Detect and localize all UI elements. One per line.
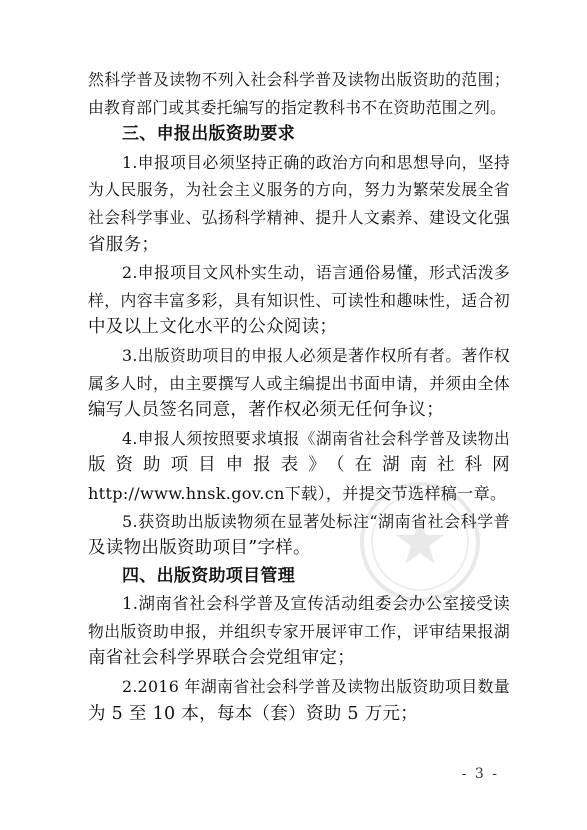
- text-line: 物出版资助申报，并组织专家开展评审工作，评审结果报湖: [88, 621, 510, 641]
- text-line: 由教育部门或其委托编写的指定教科书不在资助范围之列。: [88, 97, 507, 117]
- text-line: 省服务；: [88, 234, 160, 255]
- section-heading: 三、申报出版资助要求: [122, 124, 295, 145]
- text-line: 为人民服务，为社会主义服务的方向，努力为繁荣发展全省: [88, 180, 510, 200]
- text-line: 编写人员签名同意，著作权必须无任何争议；: [88, 400, 444, 421]
- text-line: 5.获资助出版读物须在显著处标注“湖南省社会科学普: [122, 511, 510, 531]
- text-line: 然科学普及读物不列入社会科学普及读物出版资助的范围；: [88, 70, 510, 89]
- text-line: 中及以上文化水平的公众阅读；: [88, 317, 338, 338]
- text-line: 社会科学事业、弘扬科学精神、提升人文素养、建设文化强: [88, 207, 510, 227]
- text-line: 2.2016 年湖南省社会科学普及读物出版资助项目数量: [122, 677, 510, 697]
- text-line: 2.申报项目文风朴实生动，语言通俗易懂，形式活泼多: [122, 263, 510, 283]
- text-line: 版资助项目申报表》（在湖南社科网: [88, 455, 510, 476]
- text-line: 南省社会科学界联合会党组审定；: [88, 648, 355, 669]
- text-line: 1.湖南省社会科学普及宣传活动组委会办公室接受读: [122, 594, 510, 614]
- text-line: 4.申报人须按照要求填报《湖南省社会科学普及读物出: [122, 428, 510, 448]
- text-line: 为 5 至 10 本，每本（套）资助 5 万元；: [88, 703, 419, 724]
- text-line: 属多人时，由主要撰写人或主编提出书面申请，并须由全体: [88, 373, 510, 393]
- text-line: 3.出版资助项目的申报人必须是著作权所有者。著作权: [122, 345, 510, 365]
- text-line: 1.申报项目必须坚持正确的政治方向和思想导向，坚持: [122, 152, 510, 172]
- text-line: 及读物出版资助项目”字样。: [88, 538, 311, 559]
- text-line: 样，内容丰富多彩，具有知识性、可读性和趣味性，适合初: [88, 290, 510, 310]
- section-heading: 四、出版资助项目管理: [122, 565, 295, 586]
- text-line: http://www.hnsk.gov.cn下载），并提交节选样稿一章。: [88, 483, 507, 503]
- body-text: [88, 66, 510, 728]
- page-number: - 3 -: [461, 766, 499, 782]
